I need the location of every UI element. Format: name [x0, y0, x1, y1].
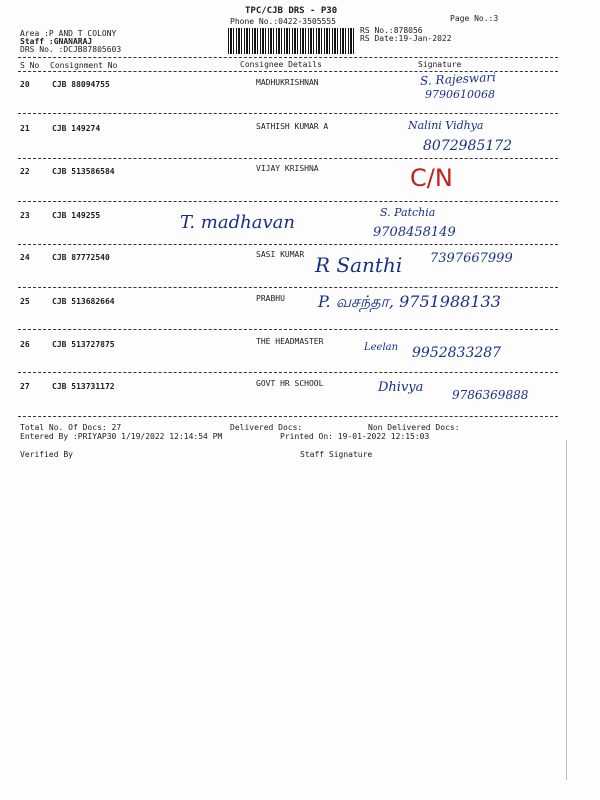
divider [18, 113, 558, 114]
divider [18, 57, 558, 58]
phone-number: Phone No.:0422-3505555 [230, 17, 336, 26]
row-sno: 26 [20, 340, 30, 349]
row-consignment: CJB 513731172 [52, 382, 115, 391]
col-sno: S No [20, 61, 40, 70]
report-title: TPC/CJB DRS - P30 [245, 6, 338, 16]
row-consignee: VIJAY KRISHNA [256, 164, 319, 173]
row-sno: 23 [20, 211, 30, 220]
handwritten-name: T. madhavan [180, 212, 295, 233]
handwritten-phone: 9786369888 [452, 388, 529, 402]
handwritten-signature: P. வசந்தா, 9751988133 [318, 292, 501, 311]
handwritten-phone: 9952833287 [412, 345, 502, 361]
page-number: Page No.:3 [450, 14, 499, 23]
row-sno: 20 [20, 80, 30, 89]
verified-by: Verified By [20, 450, 73, 459]
printed-on: Printed On: 19-01-2022 12:15:03 [280, 432, 430, 441]
handwritten-mark: C/N [410, 164, 453, 192]
row-consignee: SASI KUMAR [256, 250, 305, 259]
delivered-docs: Delivered Docs: [230, 423, 303, 432]
row-sno: 22 [20, 167, 30, 176]
row-consignment: CJB 149255 [52, 211, 101, 220]
entered-by: Entered By :PRIYAP30 1/19/2022 12:14:54 PM [20, 432, 223, 441]
barcode [228, 28, 354, 54]
row-sno: 25 [20, 297, 30, 306]
row-consignee: THE HEADMASTER [256, 337, 324, 346]
row-consignment: CJB 87772540 [52, 253, 110, 262]
handwritten-signature: Nalini Vidhya [408, 119, 484, 132]
handwritten-signature: Leelan [364, 342, 399, 353]
divider [18, 244, 558, 245]
row-sno: 21 [20, 124, 30, 133]
row-consignee: GOVT HR SCHOOL [256, 379, 324, 388]
col-consignee: Consignee Details [240, 60, 322, 69]
handwritten-phone: 9708458149 [373, 225, 456, 240]
divider [18, 201, 558, 202]
row-consignee: PRABHU [256, 294, 285, 303]
row-sno: 24 [20, 253, 30, 262]
divider [18, 372, 558, 373]
handwritten-phone: 7397667999 [430, 251, 513, 266]
staff-label: Staff :GNANARAJ [20, 37, 93, 46]
handwritten-signature: S. Rajeswari [419, 70, 497, 88]
staff-signature: Staff Signature [300, 450, 373, 459]
row-consignment: CJB 88094755 [52, 80, 110, 89]
col-signature: Signature [418, 60, 462, 69]
rs-number: RS No.:878056 [360, 26, 423, 35]
scan-artifact [566, 440, 567, 780]
row-consignment: CJB 513586584 [52, 167, 115, 176]
area-label: Area :P AND T COLONY [20, 29, 117, 38]
handwritten-signature: R Santhi [315, 253, 403, 277]
row-consignee: SATHISH KUMAR A [256, 122, 329, 131]
handwritten-signature: Dhivya [378, 380, 424, 395]
drs-number: DRS No. :DCJB87805603 [20, 45, 122, 54]
non-delivered-docs: Non Delivered Docs: [368, 423, 460, 432]
row-consignment: CJB 149274 [52, 124, 101, 133]
row-sno: 27 [20, 382, 30, 391]
col-consignment: Consignment No [50, 61, 118, 70]
row-consignment: CJB 513682664 [52, 297, 115, 306]
divider [18, 416, 558, 417]
handwritten-phone: 9790610068 [425, 88, 495, 101]
handwritten-signature: S. Patchia [380, 206, 436, 219]
total-docs: Total No. Of Docs: 27 [20, 423, 122, 432]
divider [18, 158, 558, 159]
rs-date: RS Date:19-Jan-2022 [360, 34, 452, 43]
divider [18, 287, 558, 288]
row-consignee: MADHUKRISHNAN [256, 78, 319, 87]
handwritten-phone: 8072985172 [423, 138, 513, 154]
row-consignment: CJB 513727875 [52, 340, 115, 349]
divider [18, 329, 558, 330]
